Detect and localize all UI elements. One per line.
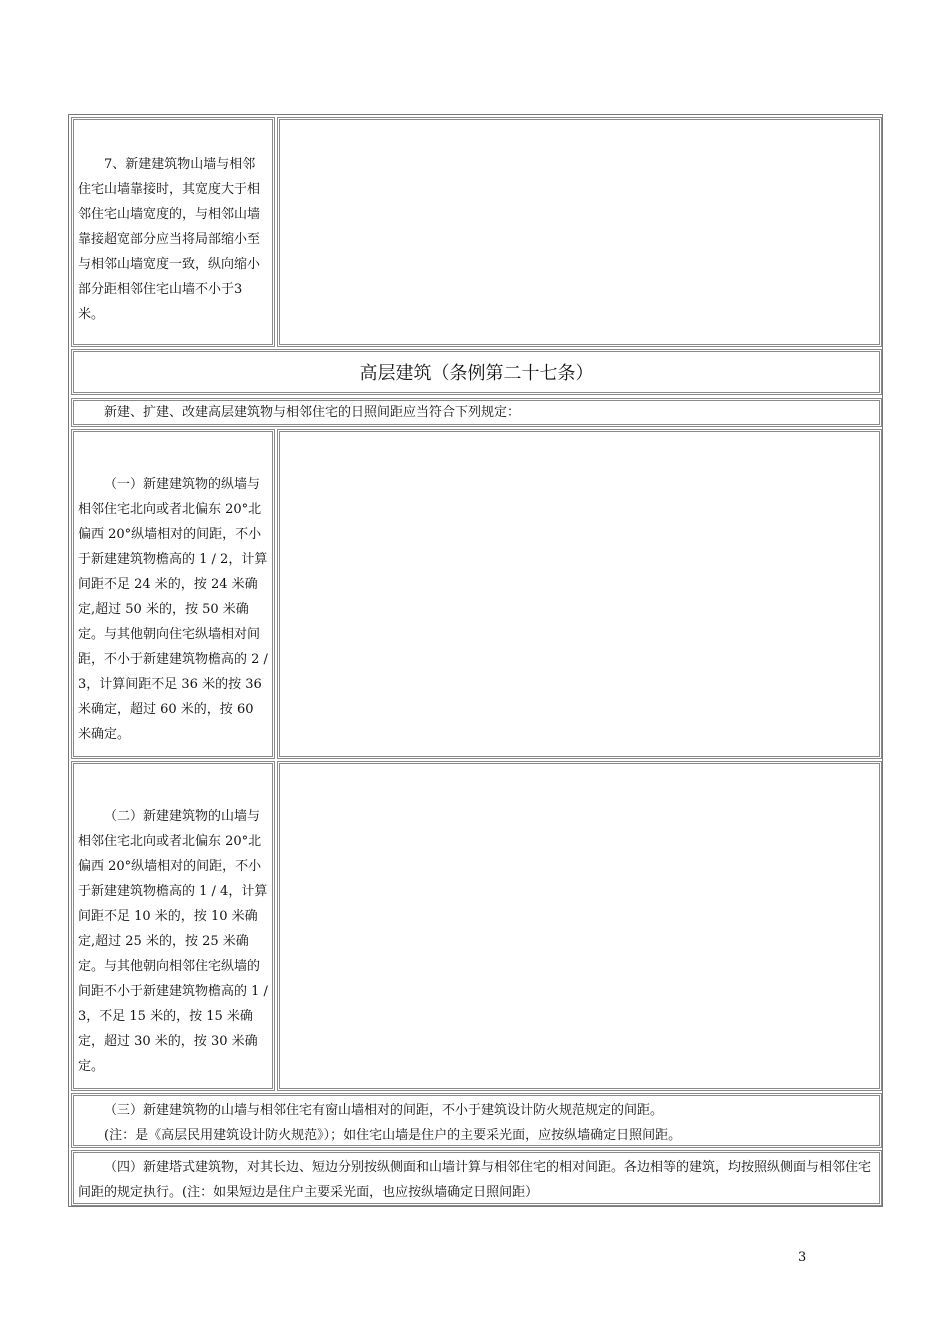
item7-text: 7、新建建筑物山墙与相邻住宅山墙靠接时，其宽度大于相邻住宅山墙宽度的，与相邻山墙靠接超宽部分应当将局部缩小至与相邻山墙宽度一致，纵向缩小部分距相邻住宅山墙不小于3米。 [78,157,261,322]
cell-item1-text [71,429,275,759]
regulation-table [68,114,883,1207]
cell-item2-diagram [277,761,882,1091]
cell-item7-text [71,117,275,347]
item3-note: (注：是《高层民用建筑设计防火规范》）；如住宅山墙是住户的主要采光面，应按纵墙确定日照间距。 [104,1128,682,1143]
cell-item7-diagram [277,117,882,347]
section-title: 高层建筑（条例第二十七条） [359,363,594,384]
cell-section-title [71,349,882,395]
page-number: 3 [798,1250,807,1265]
item1-text: （一）新建建筑物的纵墙与相邻住宅北向或者北偏东 20°北偏西 20°纵墙相对的间距，不小于新建建筑物檐高的 1 / 2，计算间距不足 24 米的，按 24 米确定,超过 50 米的，按 50 米确定。与其他朝向住宅纵墙相对间距，不小于新建建筑物檐高的 2 / 3，计算间距不足 36 米的按 36 米确定，超过 60 米的，按 60 米确定。 [78,477,268,742]
cell-item3 [71,1093,882,1148]
cell-item4 [71,1150,882,1206]
cell-intro [71,398,882,427]
item4-text: （四）新建塔式建筑物，对其长边、短边分别按纵侧面和山墙计算与相邻住宅的相对间距。各边相等的建筑，均按照纵侧面与相邻住宅间距的规定执行。(注：如果短边是住户主要采光面，也应按纵墙确定日照间距） [78,1160,872,1200]
item2-text: （二）新建建筑物的山墙与相邻住宅北向或者北偏东 20°北偏西 20°纵墙相对的间距，不小于新建建筑物檐高的 1 / 4，计算间距不足 10 米的，按 10 米确定,超过 25 米的，按 25 米确定。与其他朝向相邻住宅纵墙的间距不小于新建建筑物檐高的 1 / 3，不足 15 米的，按 15 米确定，超过 30 米的，按 30 米确定。 [78,809,268,1074]
intro-text: 新建、扩建、改建高层建筑物与相邻住宅的日照间距应当符合下列规定： [104,405,521,420]
item3-text: （三）新建建筑物的山墙与相邻住宅有窗山墙相对的间距，不小于建筑设计防火规范规定的间距。 [104,1103,664,1118]
cell-item1-diagram [277,429,882,759]
cell-item2-text [71,761,275,1091]
